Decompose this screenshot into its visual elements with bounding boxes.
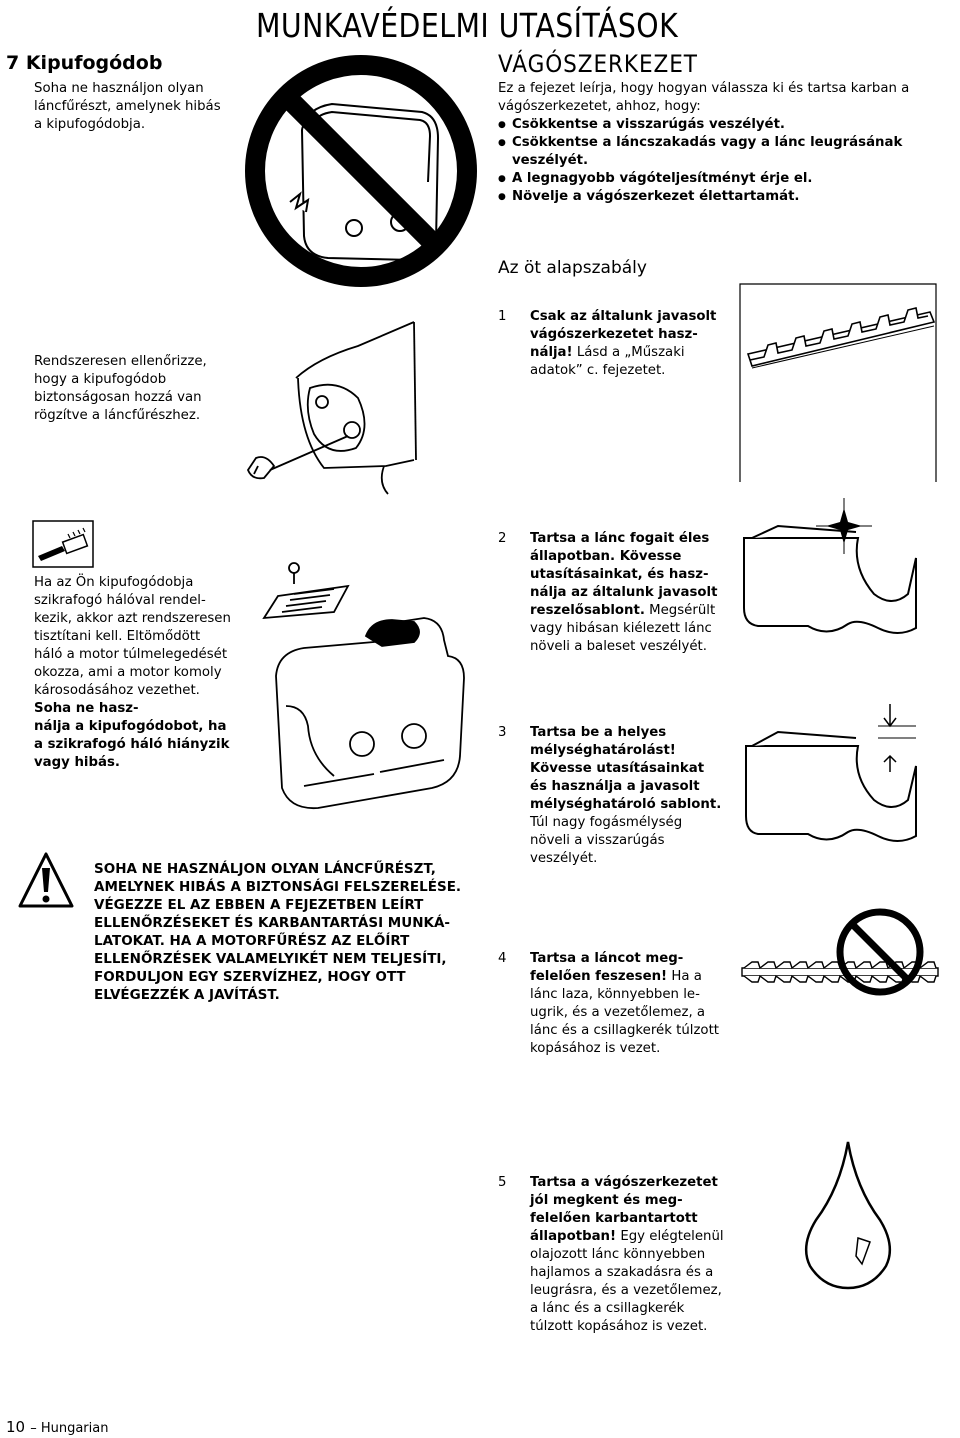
text-line-bold: FORDULJON EGY SZERVÍZHEZ, HOGY OTT: [94, 969, 406, 985]
text-line: veszélyét.: [530, 851, 598, 866]
sharp-cutter-illustration: [738, 498, 918, 648]
text-line-bold: ELLENŐRZÉSEK VALAMELYIKÉT NEM TELJESÍTI,: [94, 951, 447, 967]
rule-number: 3: [498, 725, 507, 740]
section-heading-cutting: VÁGÓSZERKEZET: [498, 50, 698, 78]
text-line: hajlamos a szakadásra és a: [530, 1265, 714, 1280]
section-heading-muffler: 7 Kipufogódob: [6, 52, 163, 74]
text-line: vágószerkezetet, ahhoz, hogy:: [498, 99, 701, 114]
safety-warning-text: [94, 860, 461, 1004]
text-line: túlzott kopásához is vezet.: [530, 1319, 708, 1334]
text-line-bold: VÉGEZZE EL AZ EBBEN A FEJEZETBEN LEÍRT: [94, 897, 424, 913]
text-line-bold: mélységhatárolást!: [530, 743, 676, 758]
cutting-intro: [498, 80, 909, 116]
cutting-bullet-list: [498, 116, 902, 206]
text-line-bold: SOHA NE HASZNÁLJON OLYAN LÁNCFŰRÉSZT,: [94, 861, 436, 877]
text-line-bold: Soha ne hasz-: [34, 701, 139, 716]
text-line: vagy hibásan kiélezett lánc: [530, 621, 712, 636]
damaged-muffler-prohibited-icon: [242, 52, 480, 290]
bullet-item: ● Növelje a vágószerkezet élettartamát.: [498, 188, 902, 206]
text-line-bold: Tartsa a lánc fogait éles: [530, 531, 710, 546]
rule-number: 4: [498, 951, 507, 966]
depth-gauge-illustration: [738, 696, 918, 866]
rule-5-text: [530, 1174, 724, 1336]
text: Ha a: [671, 969, 702, 984]
muffler-intro: [34, 80, 221, 134]
spark-screen-text: [34, 574, 231, 772]
text-line: Rendszeresen ellenőrizze,: [34, 354, 207, 369]
page-language: – Hungarian: [30, 1421, 109, 1436]
text-line-bold: felelően karbantartott: [530, 1211, 698, 1226]
text-line: háló a motor túlmelegedését: [34, 647, 228, 662]
spark-arrester-muffler-illustration: [264, 556, 480, 818]
text-line: Túl nagy fogásmélység: [530, 815, 683, 830]
text-line: Ez a fejezet leírja, hogy hogyan válassza ki és tartsa karban a: [498, 81, 910, 96]
text-line: Soha ne használjon olyan: [34, 81, 204, 96]
text-line-bold: Tartsa a vágószerkezetet: [530, 1175, 718, 1190]
text-line-bold: állapotban. Kövesse: [530, 549, 682, 564]
text-line-bold: Csak az általunk javasolt: [530, 309, 717, 324]
loose-chain-prohibited-icon: [738, 906, 948, 1026]
text-line-bold: vagy hibás.: [34, 755, 120, 770]
muffler-check-text: [34, 353, 207, 425]
text-line: a lánc és a csillagkerék: [530, 1301, 685, 1316]
text-line-bold: jól megkent és meg-: [530, 1193, 683, 1208]
text-line-bold: Tartsa be a helyes: [530, 725, 667, 740]
text-line-bold: AMELYNEK HIBÁS A BIZTONSÁGI FELSZERELÉSE.: [94, 879, 462, 895]
bullet-continuation: veszélyét.: [512, 153, 589, 168]
chain-on-bar-illustration: [738, 282, 938, 482]
text-line-bold: LATOKAT. HA A MOTORFŰRÉSZ AZ ELŐÍRT: [94, 933, 410, 949]
text-line: Ha az Ön kipufogódobja: [34, 575, 194, 590]
text-bold: reszelősablont.: [530, 603, 645, 618]
rules-heading: Az öt alapszabály: [498, 258, 647, 278]
text-line-bold: Kövesse utasításainkat: [530, 761, 705, 776]
text-line: lánc laza, könnyebben le-: [530, 987, 700, 1002]
rule-2-text: [530, 530, 717, 656]
text-line-bold: vágószerkezetet hasz-: [530, 327, 698, 342]
rule-3-text: [530, 724, 721, 868]
text-line: okozza, ami a motor komoly: [34, 665, 222, 680]
text: Lásd a „Műszaki: [576, 345, 685, 360]
text-line-bold: a szikrafogó háló hiányzik: [34, 737, 230, 752]
bullet-item: ● A legnagyobb vágóteljesítményt érje el.: [498, 170, 902, 188]
text-line-bold: nálja az általunk javasolt: [530, 585, 718, 600]
page-footer: [6, 1417, 108, 1436]
muffler-screwdriver-illustration: [238, 318, 488, 498]
text-line: olajozott lánc könnyebben: [530, 1247, 706, 1262]
text-line: biztonságosan hozzá van: [34, 390, 202, 405]
text-line: tisztítani kell. Eltömődött: [34, 629, 201, 644]
text-line-bold: és használja a javasolt: [530, 779, 700, 794]
text-line-bold: mélységhatároló sablont.: [530, 797, 722, 812]
text-line: adatok” c. fejezetet.: [530, 363, 666, 378]
bullet-item: ● Csökkentse a láncszakadás vagy a lánc leugrásának: [498, 134, 902, 152]
text-line: szikrafogó hálóval rendel-: [34, 593, 206, 608]
text-line: a kipufogódobja.: [34, 117, 146, 132]
text-line: leugrásra, és a vezetőlemez,: [530, 1283, 722, 1298]
text-line-bold: ELLENŐRZÉSEKET ÉS KARBANTARTÁSI MUNKÁ-: [94, 915, 451, 931]
text-line: láncfűrészt, amelynek hibás: [34, 99, 221, 114]
rule-4-text: [530, 950, 719, 1058]
text-line: kezik, akkor azt rendszeresen: [34, 611, 231, 626]
rule-1-text: [530, 308, 716, 380]
text-line-bold: ELVÉGEZZÉK A JAVÍTÁST.: [94, 987, 280, 1003]
text-line: növeli a visszarúgás: [530, 833, 665, 848]
text-bold: állapotban!: [530, 1229, 617, 1244]
page-number: 10: [6, 1418, 26, 1436]
text-line: kopásához is vezet.: [530, 1041, 661, 1056]
text: Megsérült: [649, 603, 716, 618]
rule-number: 5: [498, 1175, 507, 1190]
text-line: ugrik, és a vezetőlemez, a: [530, 1005, 706, 1020]
text-line-bold: utasításainkat, és hasz-: [530, 567, 709, 582]
rule-number: 2: [498, 531, 507, 546]
text-bold: nálja!: [530, 345, 573, 360]
text-line: lánc és a csillagkerék túlzott: [530, 1023, 719, 1038]
brush-icon: [32, 520, 94, 568]
warning-triangle-icon: [18, 852, 74, 910]
rule-number: 1: [498, 309, 507, 324]
text-line-bold: Tartsa a láncot meg-: [530, 951, 684, 966]
text-line: hogy a kipufogódob: [34, 372, 167, 387]
text: Egy elégtelenül: [620, 1229, 724, 1244]
bullet-item: ● Csökkentse a visszarúgás veszélyét.: [498, 116, 902, 134]
text-line: növeli a baleset veszélyét.: [530, 639, 707, 654]
text-line: rögzítve a láncfűrészhez.: [34, 408, 201, 423]
page-title: MUNKAVÉDELMI UTASÍTÁSOK: [256, 6, 679, 45]
text-bold: felelően feszesen!: [530, 969, 668, 984]
text-line-bold: nálja a kipufogódobot, ha: [34, 719, 227, 734]
oil-drop-icon: [800, 1138, 896, 1290]
text-line: károsodásához vezethet.: [34, 683, 200, 698]
